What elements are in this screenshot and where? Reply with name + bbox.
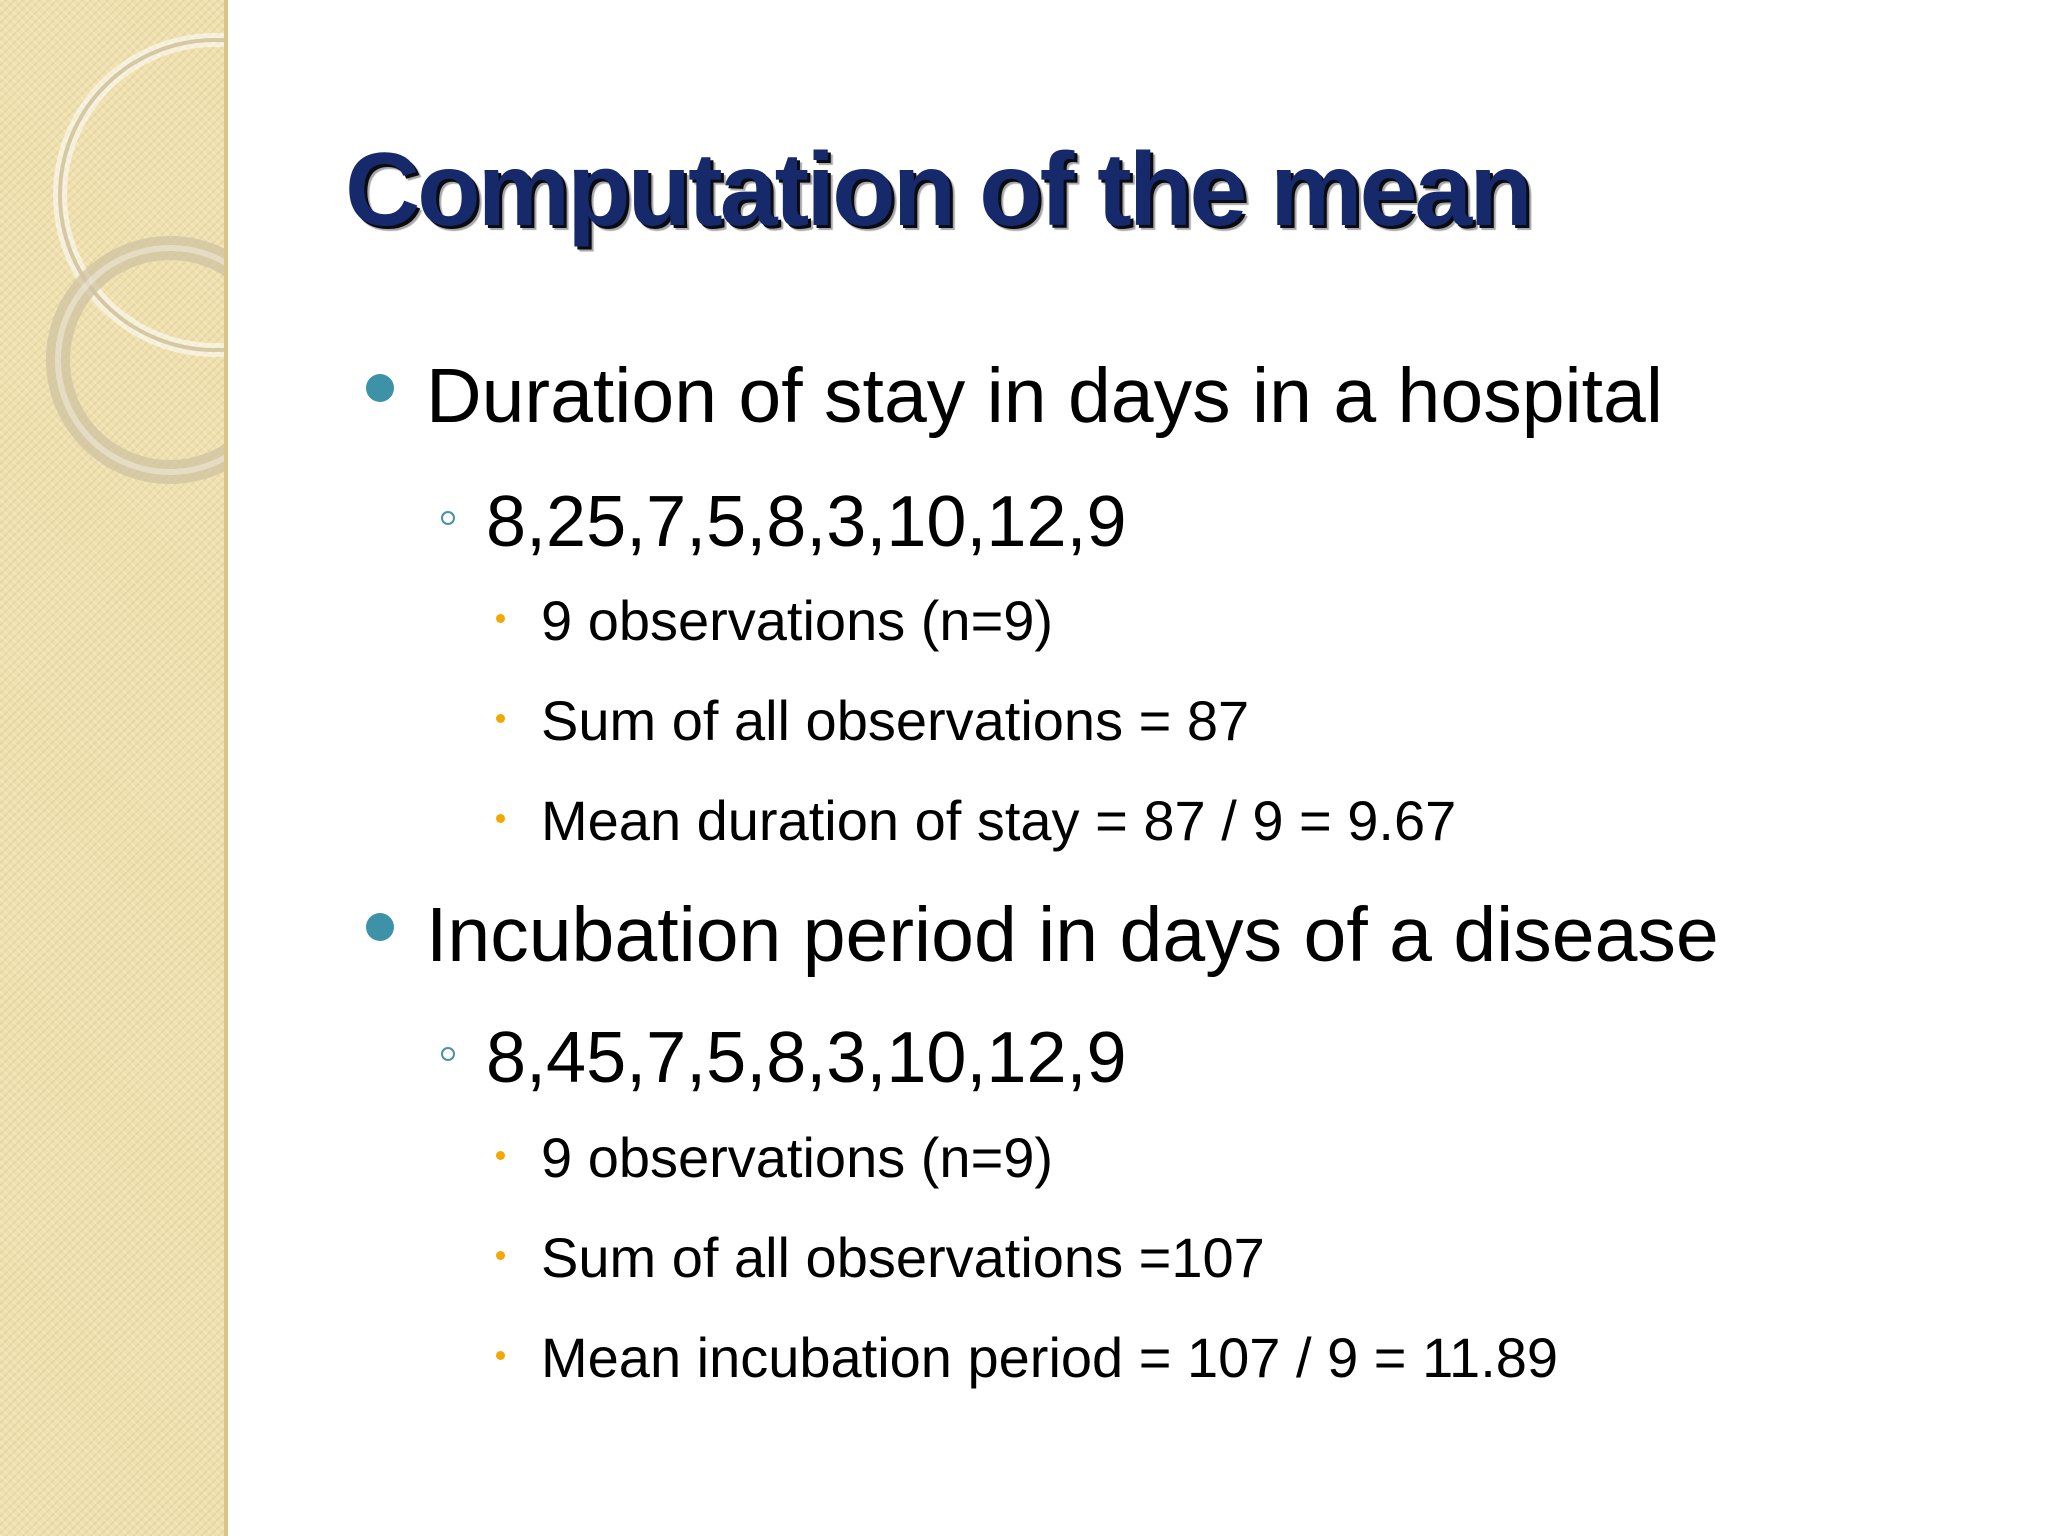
level3-bullet: [496, 1351, 505, 1360]
mean-result: Mean duration of stay = 87 / 9 = 9.67: [541, 789, 1457, 852]
level2-bullet: [441, 1047, 455, 1061]
decorative-rings-graphic: [0, 0, 228, 520]
level3-bullet: [496, 1251, 505, 1260]
level3-bullet: [496, 614, 505, 623]
section-heading: Incubation period in days of a disease: [426, 892, 1719, 978]
level1-bullet: [366, 913, 394, 941]
observation-sum: Sum of all observations =107: [541, 1226, 1265, 1289]
slide-title: Computation of the mean: [345, 132, 1530, 248]
level1-bullet: [366, 374, 394, 402]
level3-bullet: [496, 1151, 505, 1160]
mean-result: Mean incubation period = 107 / 9 = 11.89: [541, 1326, 1559, 1389]
observation-count: 9 observations (n=9): [541, 1126, 1054, 1189]
data-values: 8,25,7,5,8,3,10,12,9: [486, 482, 1127, 562]
level3-bullet: [496, 814, 505, 823]
observation-sum: Sum of all observations = 87: [541, 689, 1250, 752]
side-band-edge: [224, 0, 228, 1536]
data-values: 8,45,7,5,8,3,10,12,9: [486, 1018, 1127, 1098]
decorative-side-band: [0, 0, 228, 1536]
observation-count: 9 observations (n=9): [541, 589, 1054, 652]
section-heading: Duration of stay in days in a hospital: [426, 353, 1663, 439]
level2-bullet: [441, 511, 455, 525]
level3-bullet: [496, 714, 505, 723]
